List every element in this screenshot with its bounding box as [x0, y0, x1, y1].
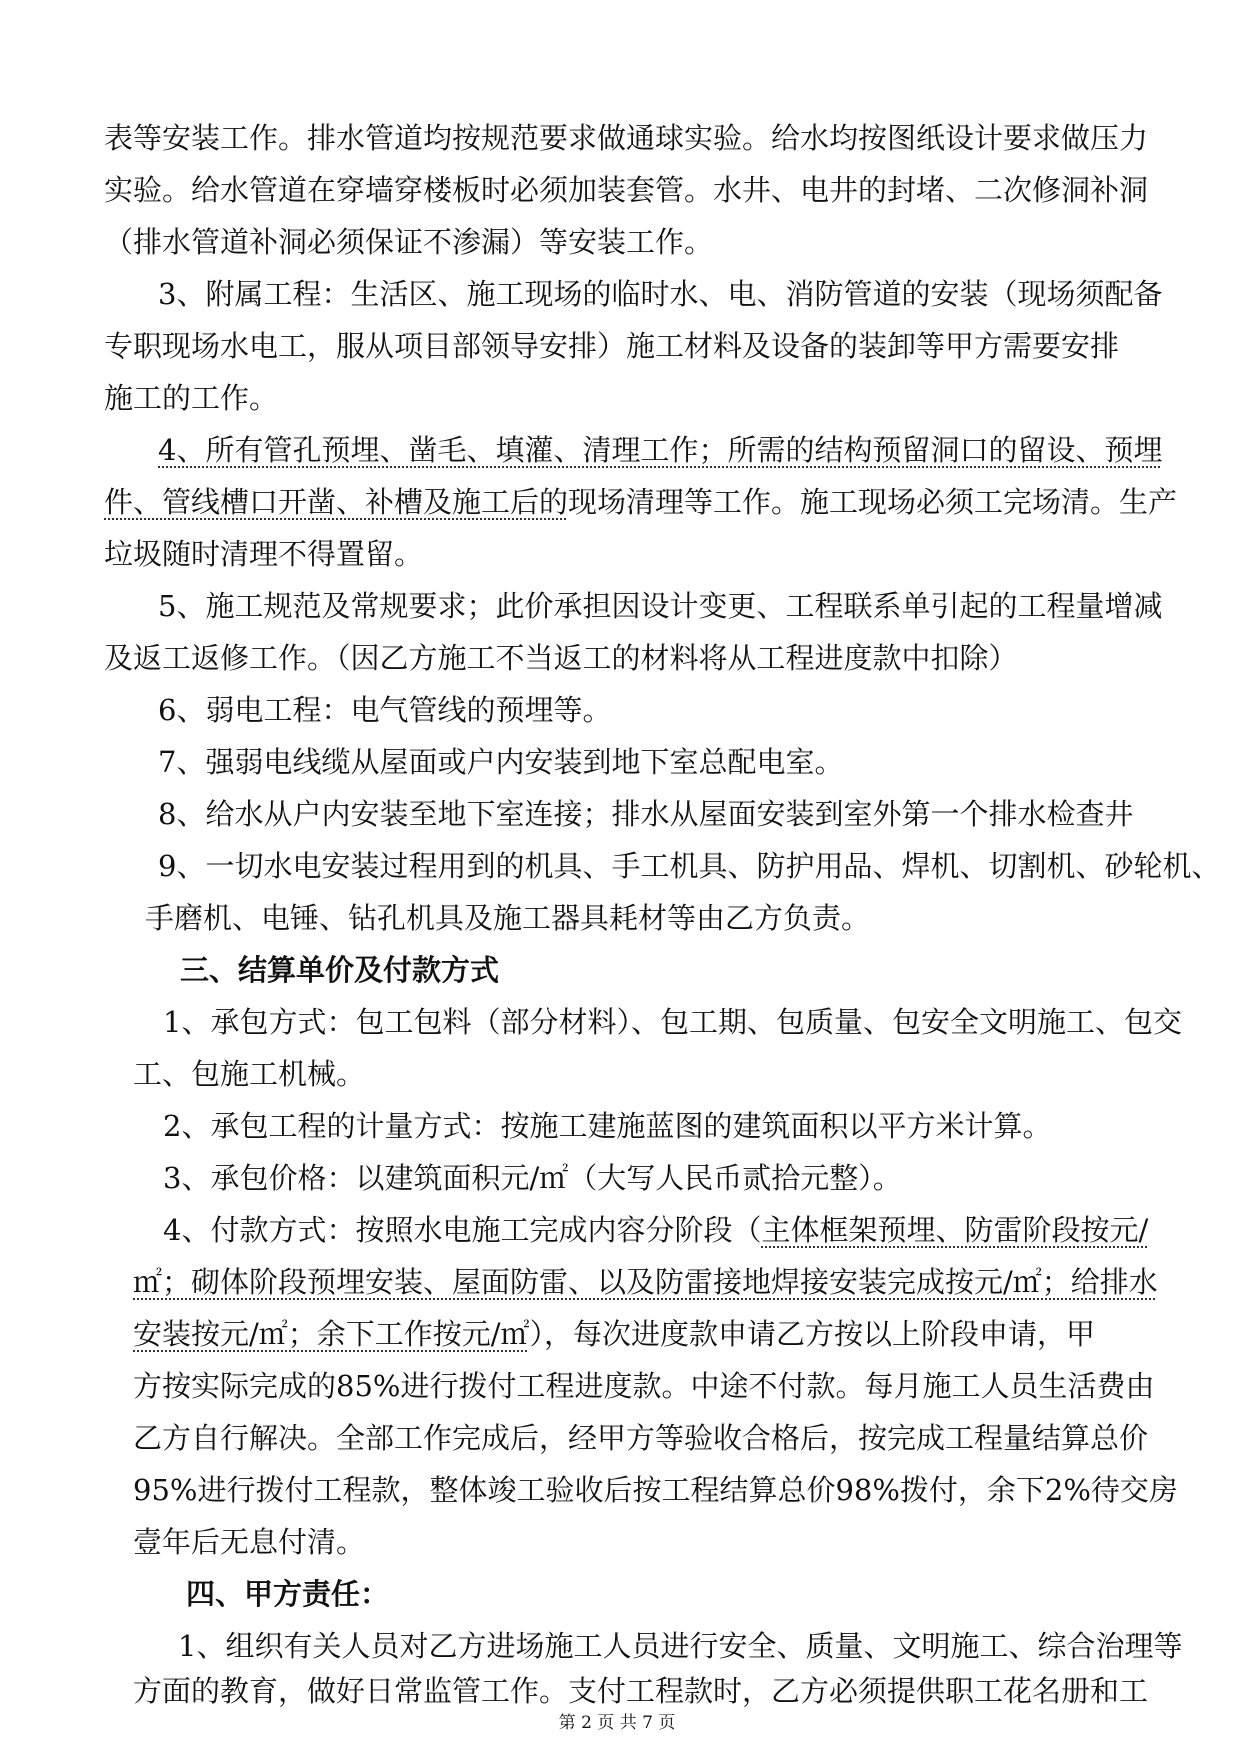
body-line: 方按实际完成的85%进行拨付工程进度款。中途不付款。每月施工人员生活费由 [133, 1369, 1155, 1403]
body-line: 专职现场水电工，服从项目部领导安排）施工材料及设备的装卸等甲方需要安排 [104, 329, 1120, 363]
body-line: ㎡；砌体阶段预埋安装、屋面防雷、以及防雷接地焊接安装完成按元/㎡；给排水 [133, 1265, 1158, 1299]
body-line: 施工的工作。 [104, 381, 279, 415]
body-line: 4、所有管孔预埋、凿毛、填灌、清理工作；所需的结构预留洞口的留设、预埋 [158, 433, 1163, 467]
body-line: （排水管道补洞必须保证不渗漏）等安装工作。 [104, 225, 714, 259]
section-heading: 三、结算单价及付款方式 [180, 953, 500, 987]
body-line: 1、组织有关人员对乙方进场施工人员进行安全、质量、文明施工、综合治理等 [178, 1629, 1183, 1663]
body-line: 壹年后无息付清。 [133, 1525, 366, 1559]
body-line: 手磨机、电锤、钻孔机具及施工器具耗材等由乙方负责。 [145, 901, 871, 935]
body-line: 7、强弱电线缆从屋面或户内安装到地下室总配电室。 [158, 745, 844, 779]
underlined-text: 件、管线槽口开凿、补槽及施工后的 [104, 485, 569, 519]
page-footer: 第 2 页 共 7 页 [558, 1713, 676, 1733]
body-line: 方面的教育，做好日常监管工作。支付工程款时，乙方必须提供职工花名册和工 [133, 1674, 1149, 1708]
section-heading: 四、甲方责任： [186, 1577, 390, 1611]
body-line: 95%进行拨付工程款，整体竣工验收后按工程结算总价98%拨付，余下2%待交房 [133, 1473, 1178, 1507]
body-line: 表等安装工作。排水管道均按规范要求做通球实验。给水均按图纸设计要求做压力 [104, 121, 1149, 155]
plain-text: ），每次进度款申请乙方按以上阶段申请，甲 [529, 1317, 1096, 1351]
body-line: 9、一切水电安装过程用到的机具、手工机具、防护用品、焊机、切割机、砂轮机、 [158, 849, 1221, 883]
body-line: 5、施工规范及常规要求；此价承担因设计变更、工程联系单引起的工程量增减 [158, 589, 1163, 623]
plain-text: 4、付款方式：按照水电施工完成内容分阶段（ [163, 1213, 762, 1247]
plain-text: 现场清理等工作。施工现场必须工完场清。生产 [568, 485, 1178, 519]
body-line: 8、给水从户内安装至地下室连接；排水从屋面安装到室外第一个排水检查井 [158, 797, 1134, 831]
body-line: 及返工返修工作。（因乙方施工不当返工的材料将从工程进度款中扣除） [104, 641, 1018, 675]
body-line: 3、附属工程：生活区、施工现场的临时水、电、消防管道的安装（现场须配备 [158, 277, 1163, 311]
body-line: 工、包施工机械。 [133, 1057, 366, 1091]
body-line: 3、承包价格：以建筑面积元/㎡（大写人民币贰拾元整）。 [163, 1161, 902, 1195]
body-line [104, 485, 1177, 519]
body-line [163, 1213, 1148, 1247]
underlined-text: 安装按元/㎡；余下工作按元/㎡ [133, 1317, 530, 1351]
body-line: 1、承包方式：包工包料（部分材料）、包工期、包质量、包安全文明施工、包交 [163, 1005, 1182, 1039]
body-line: 6、弱电工程：电气管线的预埋等。 [158, 693, 612, 727]
body-line [133, 1317, 1095, 1351]
underlined-text: 主体框架预埋、防雷阶段按元/ [761, 1213, 1149, 1247]
body-line: 乙方自行解决。全部工作完成后，经甲方等验收合格后，按完成工程量结算总价 [133, 1421, 1149, 1455]
body-line: 垃圾随时清理不得置留。 [104, 537, 424, 571]
body-line: 实验。给水管道在穿墙穿楼板时必须加装套管。水井、电井的封堵、二次修洞补洞 [104, 173, 1149, 207]
body-line: 2、承包工程的计量方式：按施工建施蓝图的建筑面积以平方米计算。 [163, 1109, 1052, 1143]
